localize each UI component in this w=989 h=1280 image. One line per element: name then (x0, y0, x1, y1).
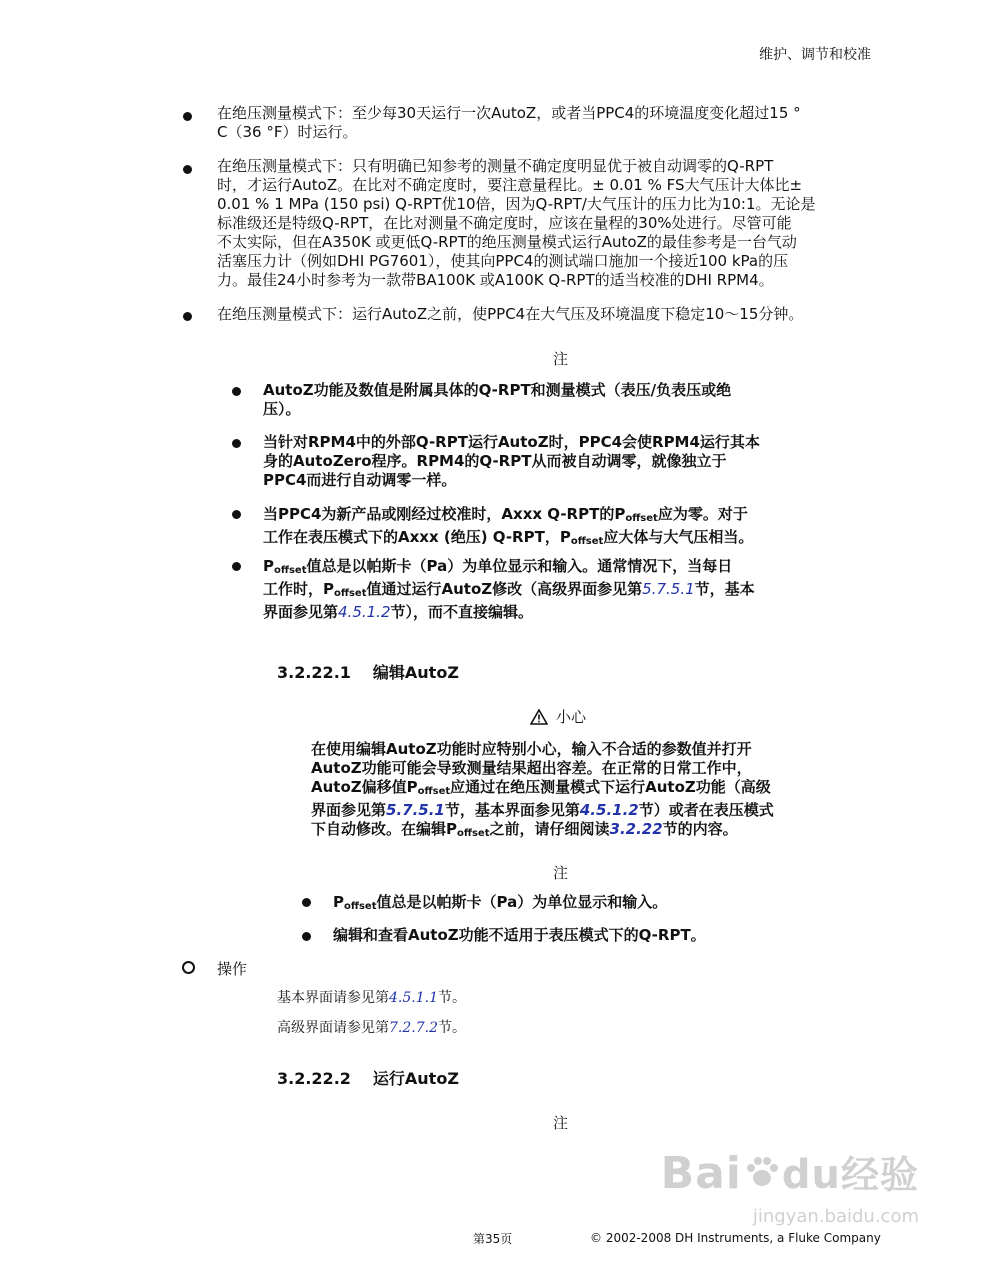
text-fragment: P (263, 557, 274, 575)
text-line (263, 603, 755, 622)
text-line: 0.01 % 1 MPa (150 psi) Q-RPT优10倍，因为Q-RPT/大气压计的压力比为10:1。无论是 (217, 195, 816, 213)
bullet-text-stabilize (217, 305, 803, 324)
text-fragment: 当PPC4为新产品或刚经过校准时，Axxx Q-RPT的P (263, 505, 626, 523)
text-line: 在使用编辑AutoZ功能时应特别小心，输入不合适的参数值并打开 (311, 740, 752, 758)
bullet-icon (302, 898, 311, 907)
bullet-icon (183, 312, 192, 321)
note-bullet-new-product (263, 505, 753, 551)
subscript-offset: offset (457, 828, 490, 839)
footer-page-number: 第35页 (473, 1232, 513, 1246)
section-heading-run-autoz (277, 1066, 459, 1089)
text-line: 活塞压力计（例如DHI PG7601），使其向PPC4的测试端口施加一个接近100 kPa的压 (217, 252, 789, 270)
baidu-jingyan-watermark (661, 1150, 919, 1242)
text-line: AutoZ功能可能会导致测量结果超出容差。在正常的日常工作中， (311, 759, 752, 777)
text-line (263, 528, 753, 551)
text-fragment: 应通过在绝压测量模式下运行AutoZ功能（高级 (450, 778, 771, 796)
text-fragment: 值总是以帕斯卡（Pa）为单位显示和输入。 (376, 893, 668, 911)
text-line (263, 580, 755, 603)
section-title: 编辑AutoZ (372, 663, 459, 682)
note-bullet-rpm4 (263, 433, 760, 490)
section-link-4-5-1-2[interactable]: 4.5.1.2 (338, 603, 391, 621)
bullet-icon (183, 165, 192, 174)
bullet-text-autoz-30days (217, 104, 801, 142)
section-link-5-7-5-1[interactable]: 5.7.5.1 (386, 801, 445, 819)
text-line: 在绝压测量模式下：只有明确已知参考的测量不确定度明显优于被自动调零的Q-RPT (217, 157, 774, 175)
text-fragment: 值通过运行AutoZ修改（高级界面参见第 (366, 580, 643, 598)
section-link-3-2-22[interactable]: 3.2.22 (609, 820, 663, 838)
text-line: 标准级还是特级Q-RPT，在比对测量不确定度时，应该在量程的30%处进行。尽管可能 (217, 214, 792, 232)
text-fragment: 界面参见第 (311, 801, 387, 819)
paw-icon (744, 1152, 780, 1200)
bullet-icon (232, 562, 241, 571)
section-link-4-5-1-1[interactable]: 4.5.1.1 (389, 990, 438, 1006)
bullet-icon (302, 932, 311, 941)
subscript-offset: offset (334, 588, 367, 599)
subscript-offset: offset (344, 901, 377, 912)
text-fragment: 节），而不直接编辑。 (390, 603, 534, 621)
text-fragment: 值总是以帕斯卡（Pa）为单位显示和输入。通常情况下，当每日 (306, 557, 733, 575)
subscript-offset: offset (417, 786, 451, 797)
text-line: PPC4而进行自动调零一样。 (263, 471, 457, 489)
text-fragment: P (333, 893, 344, 911)
text-line: 力。最佳24小时参考为一款带BA100K 或A100K Q-RPT的适当校准的DHI RPM4。 (217, 271, 774, 289)
text-fragment: AutoZ偏移值P (311, 778, 418, 796)
text-line: 当针对RPM4中的外部Q-RPT运行AutoZ时，PPC4会使RPM4运行其本 (263, 433, 760, 451)
text-line: 在绝压测量模式下：至少每30天运行一次AutoZ，或者当PPC4的环境温度变化超过15 ° (217, 104, 801, 122)
operation-title: 操作 (217, 960, 248, 978)
subscript-offset: offset (570, 536, 604, 547)
section-title: 运行AutoZ (372, 1069, 459, 1088)
section-link-5-7-5-1[interactable]: 5.7.5.1 (642, 580, 695, 598)
note-title: 注 (552, 1114, 568, 1132)
subscript-offset: offset (274, 565, 307, 576)
text-fragment: 基本界面请参见第 (277, 990, 389, 1006)
section-number: 3.2.22.1 (277, 663, 351, 682)
text-fragment: 节。 (437, 1020, 466, 1036)
circle-bullet-icon (182, 961, 195, 974)
text-line (311, 820, 774, 843)
caution-text (311, 740, 774, 843)
text-fragment: 工作时，P (263, 580, 334, 598)
text-fragment: 界面参见第 (263, 603, 339, 621)
text-fragment: 节的内容。 (662, 820, 738, 838)
caution-title: 小心 (556, 708, 587, 726)
text-fragment: 高级界面请参见第 (277, 1020, 389, 1036)
watermark-brand-2: 经验 (840, 1153, 919, 1197)
bullet-icon (232, 510, 241, 519)
operation-advanced-ref (277, 1019, 466, 1038)
section-link-7-2-7-2[interactable]: 7.2.7.2 (389, 1020, 438, 1036)
watermark-url: jingyan.baidu.com (752, 1206, 919, 1227)
operation-basic-ref (277, 989, 466, 1008)
text-fragment: 下自动修改。在编辑P (311, 820, 457, 838)
footer-copyright: © 2002-2008 DH Instruments, a Fluke Company (590, 1231, 881, 1245)
text-line (263, 557, 755, 580)
text-line: 时，才运行AutoZ。在比对不确定度时，要注意量程比。± 0.01 % FS大气压计大体比± (217, 176, 803, 194)
bullet-icon (232, 387, 241, 396)
warning-triangle-icon (530, 709, 548, 729)
text-line: C（36 °F）时运行。 (217, 123, 358, 141)
note-bullet-poffset-units (263, 557, 755, 622)
section-number: 3.2.22.2 (277, 1069, 351, 1088)
watermark-logo: Bai du经验 (660, 1148, 919, 1199)
text-line (263, 505, 753, 528)
text-line: AutoZ功能及数值是附属具体的Q-RPT和测量模式（表压/负表压或绝 (263, 381, 732, 399)
text-line (311, 801, 774, 820)
text-fragment: 应为零。对于 (657, 505, 748, 523)
text-fragment: 节，基本界面参见第 (444, 801, 580, 819)
bullet-text-uncertainty (217, 157, 816, 290)
note-title: 注 (552, 350, 568, 368)
caution-title-row (530, 706, 586, 729)
watermark-brand: Bai (660, 1148, 742, 1199)
text-line: 压）。 (263, 400, 301, 418)
note-bullet-gauge-mode: 编辑和查看AutoZ功能不适用于表压模式下的Q-RPT。 (333, 926, 706, 944)
note-title: 注 (552, 864, 568, 882)
text-fragment: 应大体与大气压相当。 (603, 528, 754, 546)
text-line: 身的AutoZero程序。RPM4的Q-RPT从而被自动调零，就像独立于 (263, 452, 727, 470)
bullet-icon (183, 112, 192, 121)
note-bullet-poffset-display (333, 893, 667, 916)
text-fragment: 节，基本 (694, 580, 755, 598)
text-line: 不太实际，但在A350K 或更低Q-RPT的绝压测量模式运行AutoZ的最佳参考是一台气动 (217, 233, 797, 251)
bullet-icon (232, 439, 241, 448)
text-line (311, 778, 774, 801)
section-link-4-5-1-2[interactable]: 4.5.1.2 (579, 801, 639, 819)
page-header-title: 维护、调节和校准 (759, 47, 871, 63)
text-fragment: 节）或者在表压模式 (638, 801, 774, 819)
note-bullet-autoz-qrpt (263, 381, 731, 419)
text-fragment: 之前，请仔细阅读 (489, 820, 610, 838)
text-line: 在绝压测量模式下：运行AutoZ之前，使PPC4在大气压及环境温度下稳定10～15分钟。 (217, 305, 804, 323)
subscript-offset: offset (625, 513, 658, 524)
text-fragment: 节。 (437, 990, 466, 1006)
text-fragment: 工作在表压模式下的Axxx (绝压) Q-RPT，P (263, 528, 571, 546)
section-heading-edit-autoz (277, 660, 459, 683)
